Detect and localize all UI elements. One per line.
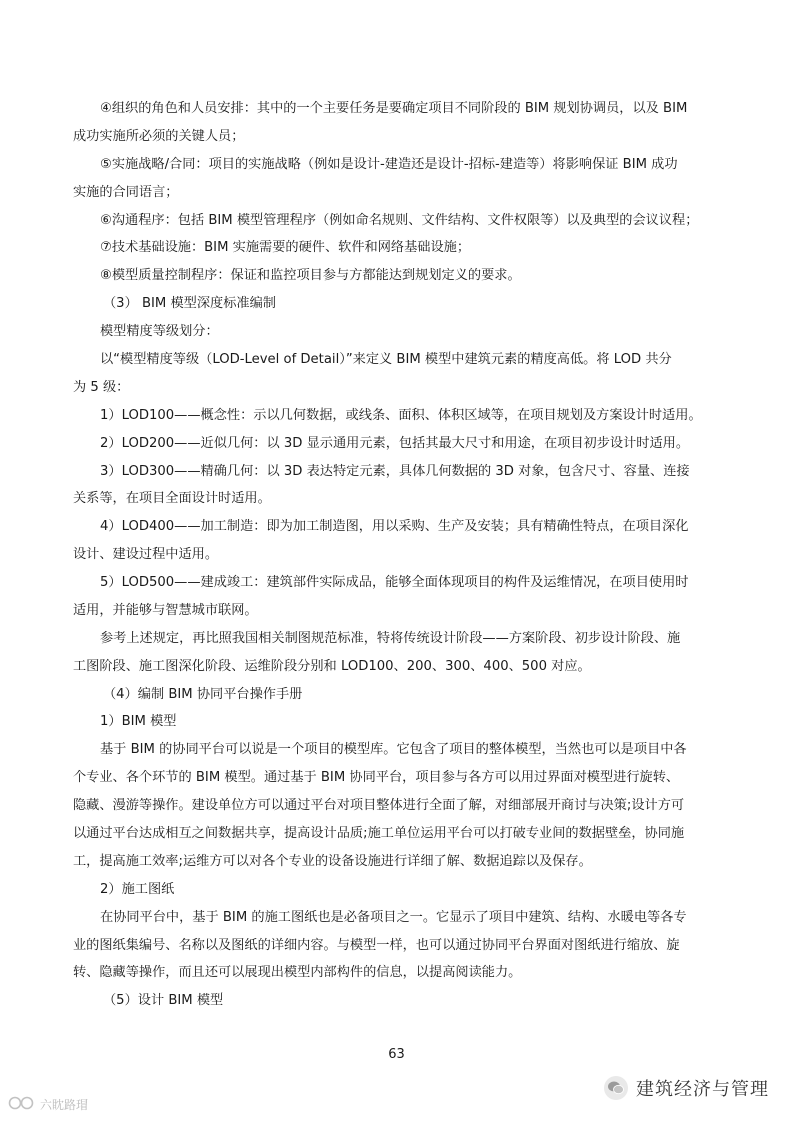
text-line: ⑤实施战略/合同：项目的实施战略（例如是设计-建造还是设计-招标-建造等）将影响保证 BIM 成功	[100, 157, 678, 172]
text-line: 以“模型精度等级（LOD-Level of Detail）”来定义 BIM 模型中建筑元素的精度高低。将 LOD 共分	[100, 352, 672, 367]
text-line: 3）LOD300——精确几何：以 3D 表达特定元素，具体几何数据的 3D 对象，包含尺寸、容量、连接	[100, 464, 690, 479]
text-line: 4）LOD400——加工制造：即为加工制造图，用以采购、生产及安装；具有精确性特点，在项目深化	[100, 519, 689, 534]
text-line: 1）BIM 模型	[100, 714, 177, 729]
text-line: ⑥沟通程序：包括 BIM 模型管理程序（例如命名规则、文件结构、文件权限等）以及典型的会议议程；	[100, 213, 699, 228]
text-line: 基于 BIM 的协同平台可以说是一个项目的模型库。它包含了项目的整体模型，当然也可以是项目中各	[100, 742, 687, 757]
text-line: 工，提高施工效率;运维方可以对各个专业的设备设施进行详细了解、数据追踪以及保存。	[73, 854, 592, 869]
text-line: 模型精度等级划分：	[100, 324, 219, 339]
wechat-icon	[604, 1076, 628, 1100]
text-line: 为 5 级：	[73, 380, 130, 395]
section-heading: （5）设计 BIM 模型	[103, 993, 224, 1008]
text-line: 1）LOD100——概念性：示以几何数据，或线条、面积、体积区域等，在项目规划及方案设计时适用。	[100, 408, 702, 423]
text-line: 设计、建设过程中适用。	[73, 547, 219, 562]
section-heading: （4）编制 BIM 协同平台操作手册	[103, 687, 303, 702]
text-line: 参考上述规定，再比照我国相关制图规范标准，特将传统设计阶段——方案阶段、初步设计阶段、施	[100, 631, 681, 646]
text-line: 业的图纸集编号、名称以及图纸的详细内容。与模型一样，也可以通过协同平台界面对图纸进行缩放、旋	[73, 938, 680, 953]
section-heading: （3） BIM 模型深度标准编制	[103, 296, 276, 311]
text-line: 在协同平台中，基于 BIM 的施工图纸也是必备项目之一。它显示了项目中建筑、结构、水暖电等各专	[100, 910, 687, 925]
text-line: 2）施工图纸	[100, 882, 175, 897]
text-line: 个专业、各个环节的 BIM 模型。通过基于 BIM 协同平台，项目参与各方可以用过界面对模型进行旋转、	[73, 770, 680, 785]
text-line: ④组织的角色和人员安排：其中的一个主要任务是要确定项目不同阶段的 BIM 规划协调员，以及 BIM	[100, 101, 688, 116]
text-line: 以通过平台达成相互之间数据共享，提高设计品质;施工单位运用平台可以打破专业间的数据壁垒，协同施	[73, 826, 685, 841]
text-line: 隐藏、漫游等操作。建设单位方可以通过平台对项目整体进行全面了解，对细部展开商讨与决策;设计方可	[73, 798, 685, 813]
text-line: ⑦技术基础设施：BIM 实施需要的硬件、软件和网络基础设施；	[100, 240, 471, 255]
text-line: 关系等，在项目全面设计时适用。	[73, 491, 271, 506]
watermark-brand	[604, 1073, 769, 1103]
watermark-source-text: 六眈路瑁	[40, 1098, 89, 1112]
text-line: 5）LOD500——建成竣工：建筑部件实际成品，能够全面体现项目的构件及运维情况，在项目使用时	[100, 575, 689, 590]
watermark-brand-text: 建筑经济与管理	[636, 1079, 769, 1100]
text-line: 成功实施所必须的关键人员；	[73, 129, 245, 144]
page-number: 63	[388, 1047, 405, 1062]
text-line: 转、隐藏等操作，而且还可以展现出模型内部构件的信息，以提高阅读能力。	[73, 965, 522, 980]
text-line: 工图阶段、施工图深化阶段、运维阶段分别和 LOD100、200、300、400、500 对应。	[73, 659, 591, 674]
text-line: 适用，并能够与智慧城市联网。	[73, 603, 258, 618]
watermark-source	[8, 1096, 88, 1113]
text-line: 实施的合同语言；	[73, 185, 179, 200]
logo-icon	[8, 1096, 36, 1113]
text-line: 2）LOD200——近似几何：以 3D 显示通用元素，包括其最大尺寸和用途，在项目初步设计时适用。	[100, 436, 690, 451]
text-line: ⑧模型质量控制程序：保证和监控项目参与方都能达到规划定义的要求。	[100, 268, 521, 283]
